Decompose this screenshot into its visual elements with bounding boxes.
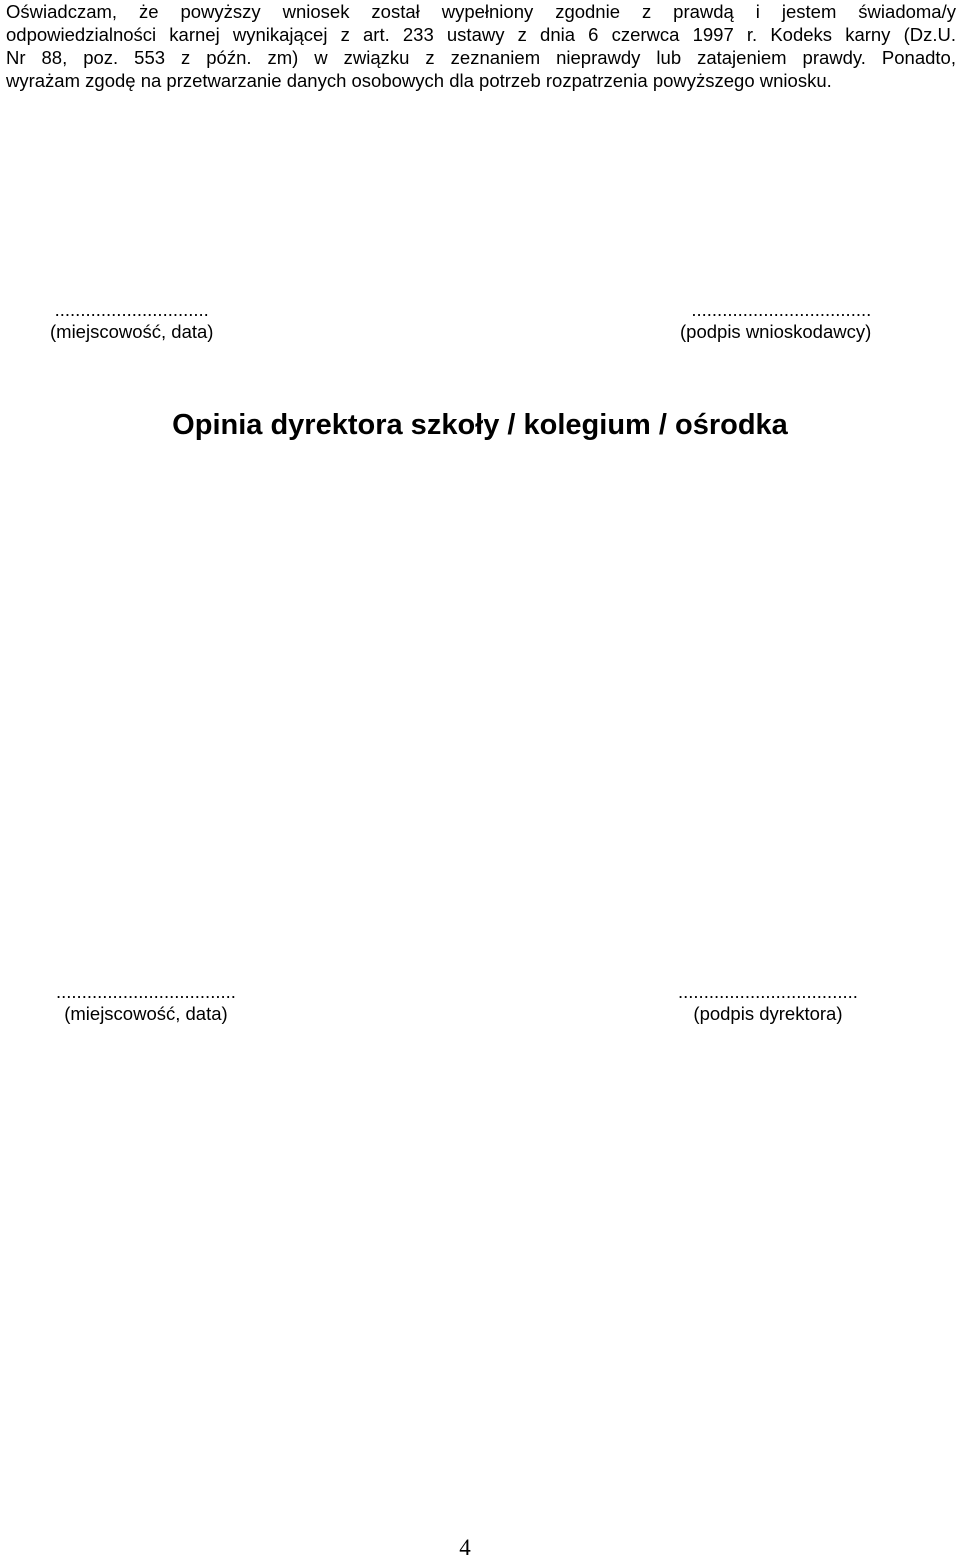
declaration-line-4: wyrażam zgodę na przetwarzanie danych osobowych dla potrzeb rozpatrzenia powyższego wniosku. <box>6 70 832 91</box>
director-place-date-dots: ................................... <box>56 981 236 1002</box>
applicant-signature-field <box>680 299 871 343</box>
declaration-line-2: odpowiedzialności karnej wynikającej z art. 233 ustawy z dnia 6 czerwca 1997 r. Kodeks karny (Dz.U. <box>6 24 956 45</box>
declaration-paragraph <box>6 0 956 92</box>
director-signature-caption: (podpis dyrektora) <box>693 1003 843 1024</box>
director-place-date-caption: (miejscowość, data) <box>64 1003 228 1024</box>
applicant-signature-caption: (podpis wnioskodawcy) <box>680 321 872 342</box>
applicant-place-date-field <box>50 299 213 343</box>
applicant-place-date-caption: (miejscowość, data) <box>50 321 214 342</box>
director-signature-dots: ................................... <box>678 981 858 1002</box>
applicant-place-date-dots: .............................. <box>54 299 209 320</box>
applicant-signature-dots: ................................... <box>691 299 872 320</box>
opinion-title: Opinia dyrektora szkoły / kolegium / ośrodka <box>172 409 788 441</box>
director-place-date-field <box>56 981 236 1025</box>
page-number: 4 <box>459 1535 471 1560</box>
declaration-line-1: Oświadczam, że powyższy wniosek został wypełniony zgodnie z prawdą i jestem świadoma/y <box>6 1 956 22</box>
declaration-line-3: Nr 88, poz. 553 z późn. zm) w związku z zeznaniem nieprawdy lub zatajeniem prawdy. Ponadto, <box>6 47 956 68</box>
director-signature-field <box>678 981 858 1025</box>
